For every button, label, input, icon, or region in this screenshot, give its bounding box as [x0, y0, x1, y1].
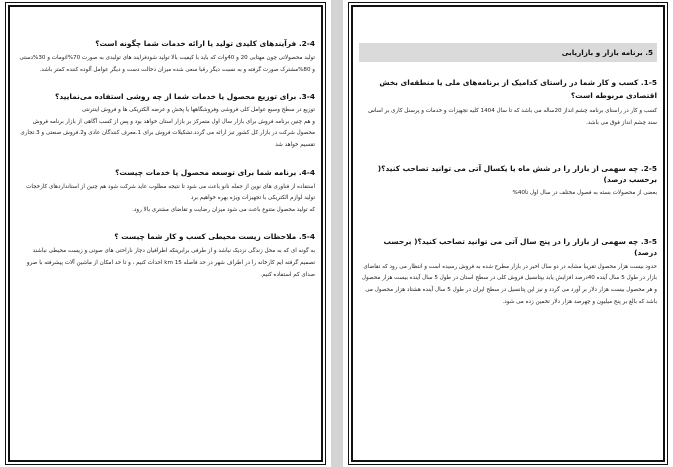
section-heading-4-2: 2-4. فرآیندهای کلیدی تولید یا ارائه خدمات شما چگونه است؟ [95, 39, 315, 48]
section-heading-4-5: 5-4. ملاحظات زیست محیطی کسب و کار شما چیست ؟ [114, 232, 315, 242]
section-text-4-2: تولید محصولاتی چون مهتابی 20 و 40وات که باید با کیفیت بالا تولید شودفرایند های تولیدی به صورت 70%اتومات و 30%دستی و 80%مشترک صورت گرفته و به نسبت دیگر رقبا سعی شده میزان دخالت دست و دیگر عوامل آلوده کننده کمتر باشد. [19, 55, 315, 73]
section-text-5-1: کسب و کار در راستای برنامه چشم انداز 20ساله می باشد که تا سال 1404 کلیه تجهیزات و خدمات و پرسنل کاری بر اساس سند چشم انداز فوق می باشد. [368, 108, 657, 126]
section-text-4-5: به گونه ای که به محل زندگی نزدیک نباشد و از طرفی برابرینکه اطرافیان دچار ناراحتی های صوتی و زیست محیطی نباشند تصمیم گرفته ایم کارخانه را در اطراف شهر در حد فاصله 15 km احداث کنیم ، و تا حد امکان از ماشین آلات پیشرفته با صرو صدای کم استفاده کنیم. [26, 248, 315, 278]
document-page-right [343, 0, 673, 467]
section-heading-4-4: 4-4. برنامه شما برای توسعه محصول یا خدمات چیست؟ [115, 167, 315, 177]
section-heading-4-3: 3-4. برای توزیع محصول یا خدمات شما از چه روشی استفاده می‌نمایید؟ [55, 92, 315, 102]
section-heading-5-1: 1-5. کسب و کار شما در راستای کدامیک از برنامه‌های ملی یا منطقه‌ای بخش اقتصادی مربوطه است؟ [379, 78, 657, 100]
section-text-4-4-b: که تولید محصول متنوع باعث می شود میزان رضایت و تقاضای مشتری بالا رود. [132, 206, 315, 213]
section-heading-5-3: 3-5. چه سهمی از بازار را در پنج سال آتی می توانید تصاحب کنید؟( برحسب درصد) [383, 236, 657, 257]
section-text-4-3-a: توزیع در سطح وسیع عوامل کلی فروشی وفروشگاهها یا پخش و عرضه الکتریکی ها و فروش اینترنتی [81, 107, 315, 114]
page-content [359, 12, 657, 455]
section-title-bar: 5. برنامه بازار و بازاریابی [359, 43, 657, 62]
section-text-4-3-b: و هم چنین برنامه فروش برای بازار سال اول متمرکز بر بازار استان خواهد بود و پس از کسب آگاهی از بازار برنامه فروش محصول شرکت در بازار کل کشور تبز ارائه می گردد.تشکیلات فروش برای 1.معرف کنندگان عادی و2.فروش صنعتی و 3.تجاری تقسیم خواهد شد [20, 118, 315, 148]
document-page-left [0, 0, 331, 467]
section-text-4-4-a: استفاده از فناوری های نوین از جمله نانو باعث می شود تا نتیجه مطلوب عاید شرکت شود هم چنین از استانداردهای کارخجات تولید لوازم الکتریکی با تجهیزات ویژه بهره خواهیم برد [26, 183, 315, 202]
section-text-5-2: بعضی از محصولات بسته به فصول مختلف در سال اول تا40% [512, 190, 657, 197]
section-text-5-3: حدود بیست هزار محصول تقریبا مشابه در دو سال اخیر در بازار مطرح شده به فروش رسیده است و انتظار می رود که تقاضای بازار در طول 5 سال آینده 40درصد افزایش یابد بپتانسیل فروش کلی در سطح استان در طول 5 سال آینده بیست هزار محصول و هر محصول بیست هزار دلار بر آورد می گردد و نیز این پتانسیل در سطح ایران در طول 5 سال آینده هشتاد هزار محصول می باشد که بالغ بر پنج میلیون و چهرصد هزار دلار تخمین زده می شود. [361, 263, 657, 305]
section-heading-5-2: 2-5. چه سهمی از بازار را در شش ماه یا یکسال آتی می توانید تصاحب کنید؟( برحسب درصد) [377, 164, 657, 185]
page-content [16, 12, 315, 455]
